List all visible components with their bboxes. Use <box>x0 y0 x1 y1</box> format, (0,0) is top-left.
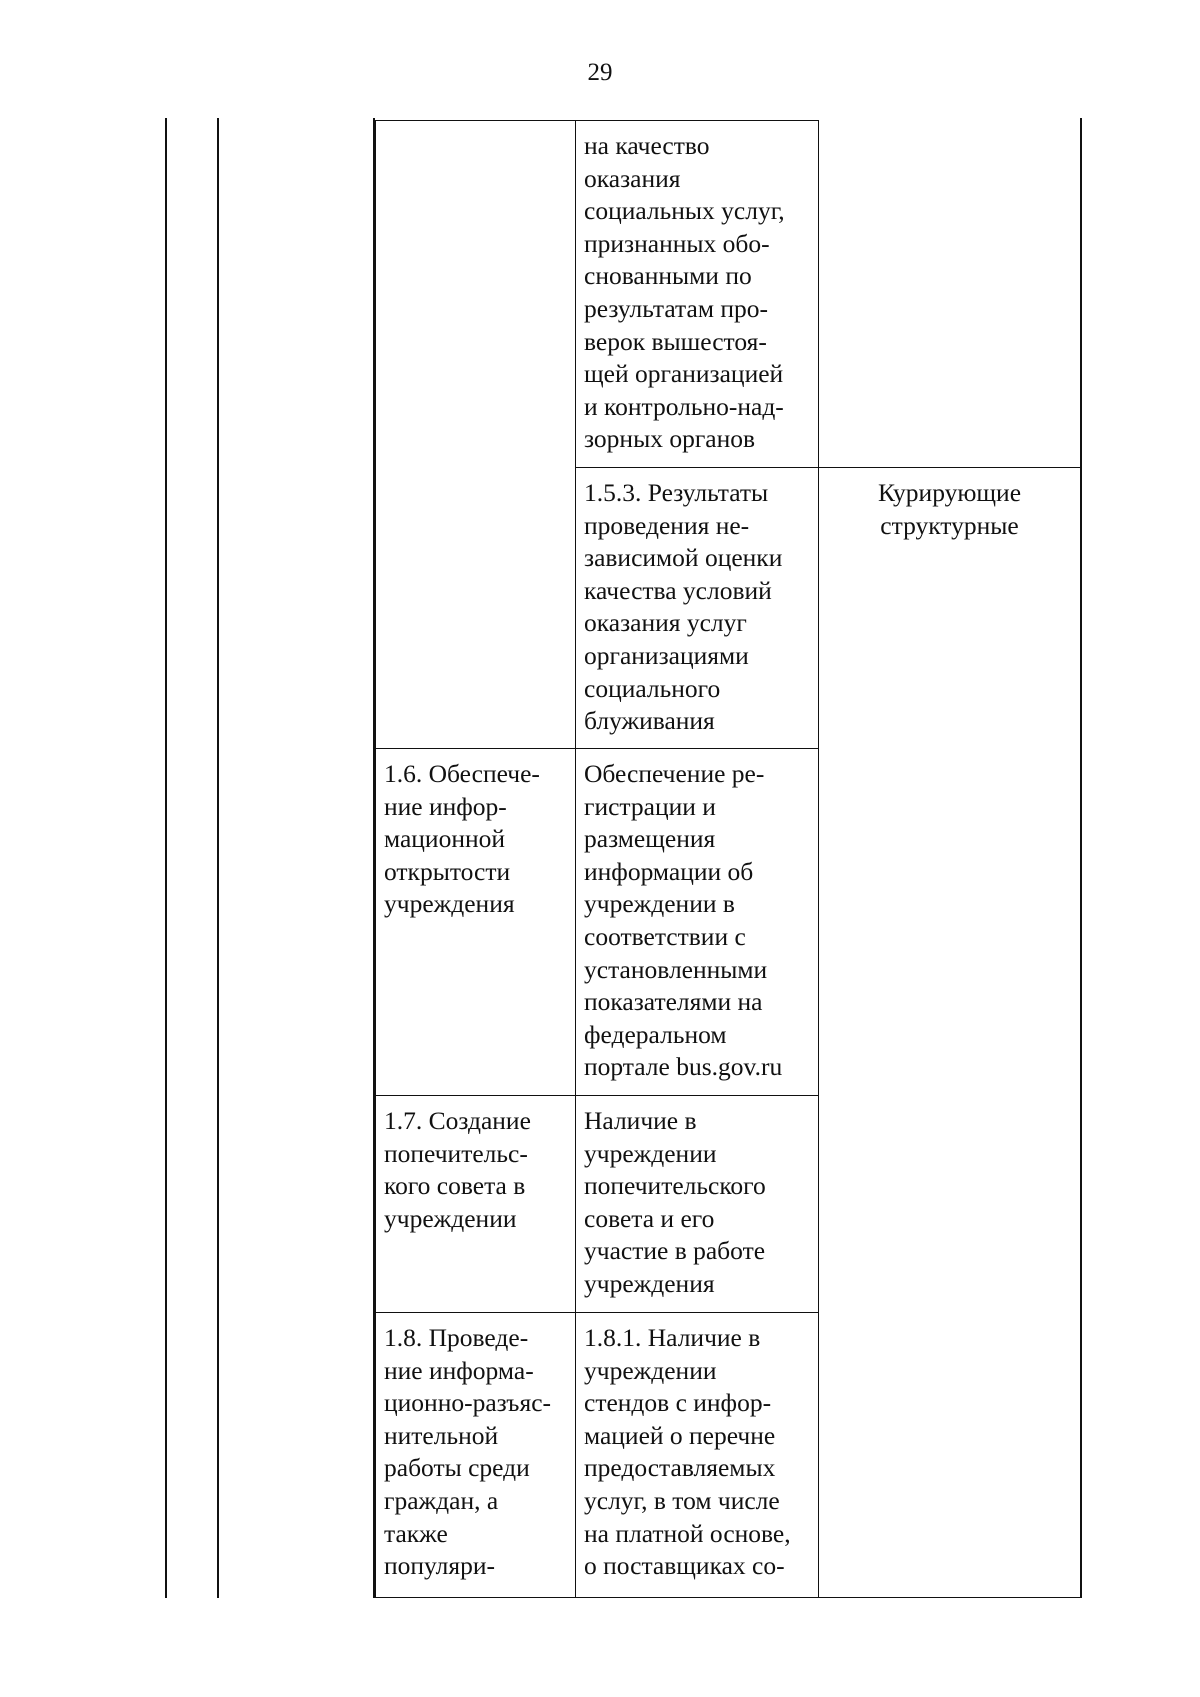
table-cell-criterion: 1.7. Создание попечительс- кого совета в учреждении <box>384 1106 531 1233</box>
table-column-border <box>217 118 219 1598</box>
table-row-border <box>375 120 818 121</box>
table-column-border <box>1080 118 1082 1598</box>
table-cell-responsible: Курирующие структурные <box>877 478 1022 540</box>
table-cell-indicator: 1.8.1. Наличие в учреждении стендов с инфор- мацией о перечне предоставляемых услуг, в том числе на платной основе, о поставщиках со- <box>584 1323 791 1581</box>
table-row-border <box>375 1597 1081 1598</box>
page-number: 29 <box>587 59 613 86</box>
table-column-border <box>818 120 819 1598</box>
table-cell-indicator: Обеспечение ре- гистрации и размещения информации об учреждении в соответствии с установленными показателями на федеральном портале bus.gov.ru <box>584 759 783 1082</box>
table-row-border <box>575 467 1081 468</box>
table-row-border <box>375 1312 818 1313</box>
table-row-border <box>375 1095 818 1096</box>
table-cell-indicator: на качество оказания социальных услуг, признанных обо- снованными по результатам про- верок вышестоя- щей организацией и контрольно-над- зорных органов <box>584 131 785 454</box>
table-column-border <box>165 118 167 1598</box>
table-cell-criterion: 1.6. Обеспече- ние инфор- мационной открытости учреждения <box>384 759 540 919</box>
table-row-border <box>375 748 818 749</box>
table-cell-indicator: Наличие в учреждении попечительского совета и его участие в работе учреждения <box>584 1106 766 1298</box>
table-cell-criterion: 1.8. Проведе- ние информа- ционно-разъяс- нительной работы среди граждан, а также популяри- <box>384 1323 552 1581</box>
table-cell-indicator: 1.5.3. Результаты проведения не- зависимой оценки качества условий оказания услуг организациями социального блуживания <box>584 478 783 736</box>
